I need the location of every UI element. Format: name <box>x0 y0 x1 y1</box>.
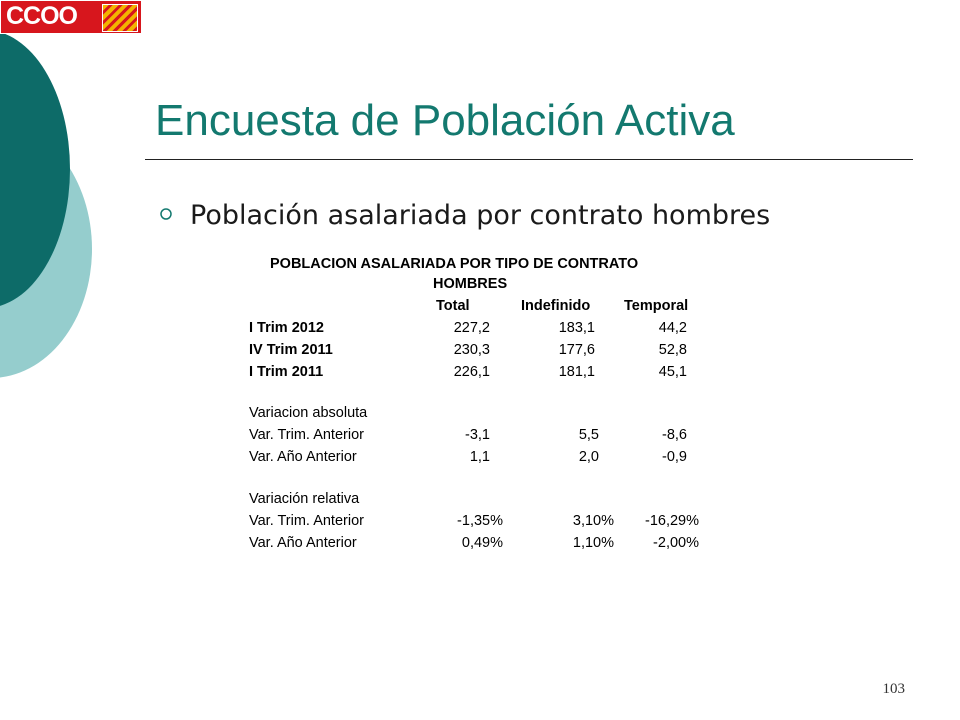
cell-indefinido: 5,5 <box>578 427 599 443</box>
cell-total: 0,49% <box>461 535 503 551</box>
cell-temporal: 52,8 <box>658 342 687 358</box>
cell-total: 230,3 <box>453 342 490 358</box>
section-heading-absolute: Variacion absoluta <box>249 405 368 421</box>
page-number: 103 <box>882 681 905 697</box>
bullet-subtitle: Población asalariada por contrato hombres <box>190 200 771 231</box>
row-label: Var. Trim. Anterior <box>249 427 364 443</box>
cell-total: 226,1 <box>453 364 490 380</box>
cell-temporal: -0,9 <box>662 449 687 465</box>
cell-temporal: 44,2 <box>658 320 687 336</box>
logo-text: CCOO <box>6 2 77 30</box>
cell-indefinido: 183,1 <box>558 320 595 336</box>
row-label: I Trim 2012 <box>249 320 324 336</box>
section-heading-relative: Variación relativa <box>249 491 360 507</box>
row-label: IV Trim 2011 <box>249 342 333 358</box>
row-label: Var. Año Anterior <box>249 449 357 465</box>
table-title: POBLACION ASALARIADA POR TIPO DE CONTRATO <box>270 256 639 272</box>
cell-indefinido: 3,10% <box>572 513 614 529</box>
slide-title: Encuesta de Población Activa <box>155 96 735 145</box>
column-header-indefinido: Indefinido <box>521 298 591 314</box>
column-header-temporal: Temporal <box>624 298 689 314</box>
cell-temporal: -2,00% <box>653 535 699 551</box>
cell-total: -3,1 <box>465 427 490 443</box>
cell-indefinido: 177,6 <box>558 342 595 358</box>
cell-temporal: 45,1 <box>658 364 687 380</box>
row-label: Var. Trim. Anterior <box>249 513 364 529</box>
cell-indefinido: 2,0 <box>578 449 599 465</box>
cell-temporal: -16,29% <box>644 513 699 529</box>
cell-temporal: -8,6 <box>662 427 687 443</box>
cell-total: -1,35% <box>457 513 503 529</box>
column-header-total: Total <box>436 298 470 314</box>
cell-total: 227,2 <box>453 320 490 336</box>
row-label: I Trim 2011 <box>249 364 324 380</box>
cell-indefinido: 1,10% <box>572 535 614 551</box>
row-label: Var. Año Anterior <box>249 535 357 551</box>
cell-indefinido: 181,1 <box>558 364 595 380</box>
cell-total: 1,1 <box>469 449 490 465</box>
table-subtitle: HOMBRES <box>433 276 508 292</box>
